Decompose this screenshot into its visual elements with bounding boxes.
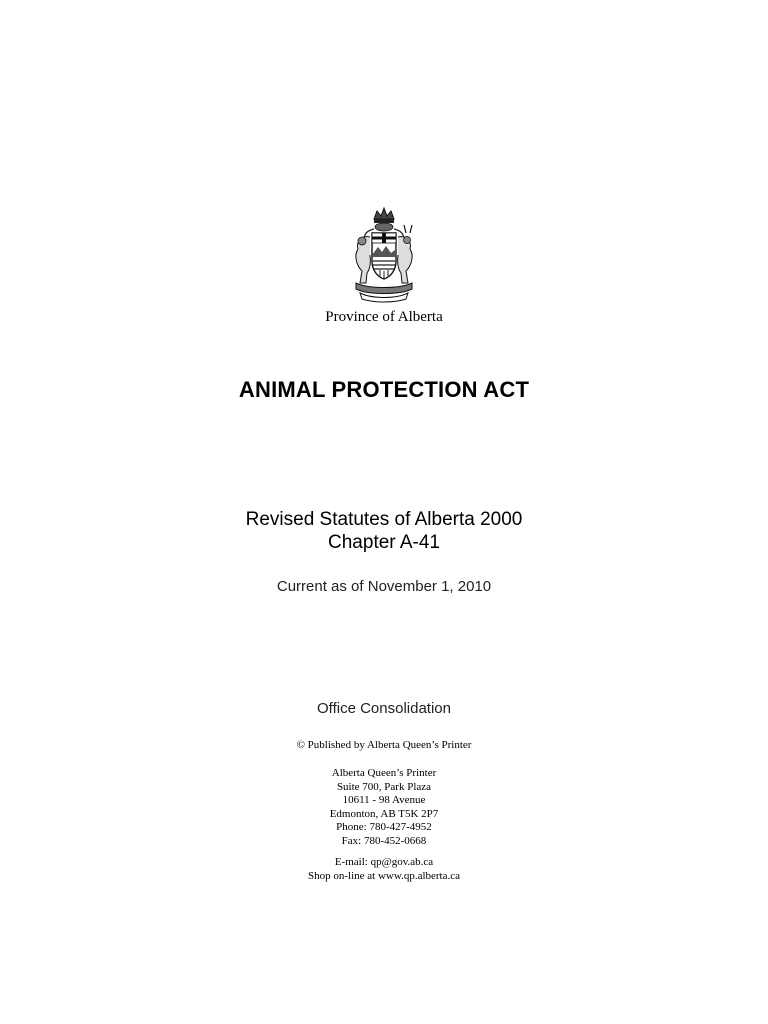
email-line: E-mail: qp@gov.ab.ca (334, 856, 434, 868)
address-line: Edmonton, AB T5K 2P7 (329, 807, 439, 820)
act-title: ANIMAL PROTECTION ACT (238, 377, 530, 402)
publisher-address (0, 767, 768, 849)
published-by: © Published by Alberta Queen’s Printer (296, 739, 472, 751)
address-line: Suite 700, Park Plaza (336, 780, 432, 793)
address-line: Alberta Queen’s Printer (331, 767, 437, 779)
alberta-coat-of-arms-icon (334, 203, 434, 303)
province-label: Province of Alberta (325, 309, 443, 325)
website-line: Shop on-line at www.qp.alberta.ca (307, 869, 461, 882)
current-as-of: Current as of November 1, 2010 (276, 578, 492, 595)
statute-line-1: Revised Statutes of Alberta 2000 (245, 509, 523, 530)
office-consolidation: Office Consolidation (317, 700, 451, 717)
phone-line: Phone: 780-427-4952 (336, 821, 432, 834)
publisher-contact (0, 856, 768, 883)
address-line: 10611 - 98 Avenue (342, 794, 426, 807)
fax-line: Fax: 780-452-0668 (341, 834, 427, 847)
statute-line-2: Chapter A-41 (328, 532, 440, 553)
statute-reference (0, 508, 768, 554)
